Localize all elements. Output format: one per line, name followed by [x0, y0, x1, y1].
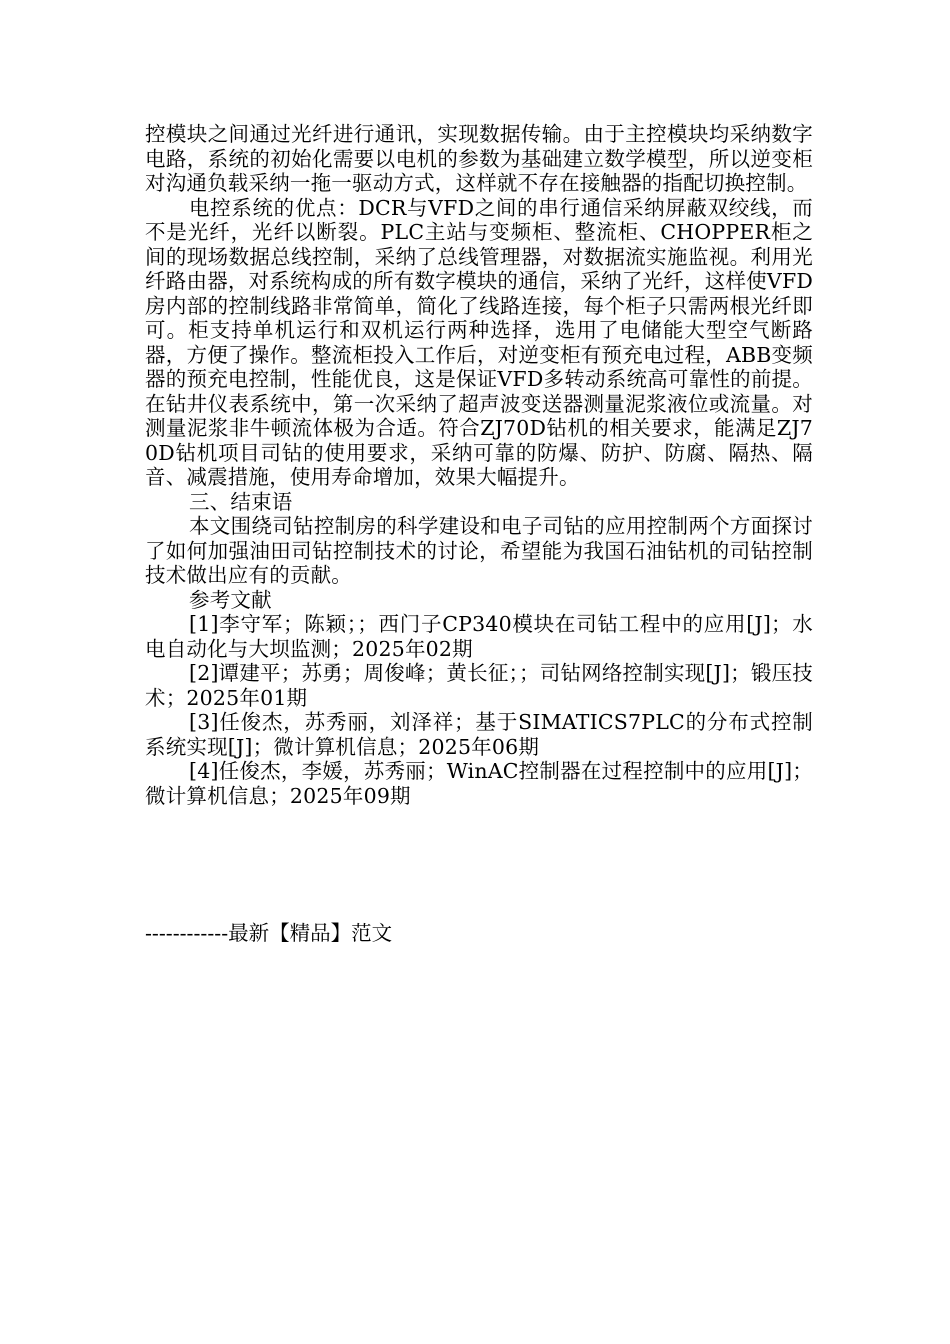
section-heading-conclusion: 三、结束语 — [189, 489, 293, 514]
paragraph-conclusion: 本文围绕司钻控制房的科学建设和电子司钻的应用控制两个方面探讨了如何加强油田司钻控制技术的讨论，希望能为我国石油钻机的司钻控制技术做出应有的贡献。 — [145, 514, 813, 587]
reference-item-4: [4]任俊杰，李媛，苏秀丽；WinAC控制器在过程控制中的应用[J]；微计算机信息；2025年09期 — [145, 759, 813, 808]
document-body — [145, 122, 813, 808]
section-heading-references: 参考文献 — [189, 587, 272, 612]
page-footer: ------------最新【精品】范文 — [145, 921, 393, 945]
reference-item-2: [2]谭建平；苏勇；周俊峰；黄长征；；司钻网络控制实现[J]；锻压技术；2025年01期 — [145, 661, 813, 710]
paragraph-communication: 控模块之间通过光纤进行通讯，实现数据传输。由于主控模块均采纳数字电路，系统的初始化需要以电机的参数为基础建立数学模型，所以逆变柜对沟通负载采纳一拖一驱动方式，这样就不存在接触器的指配切换控制。 — [145, 122, 813, 195]
reference-item-3: [3]任俊杰，苏秀丽，刘泽祥；基于SIMATICS7PLC的分布式控制系统实现[J]；微计算机信息；2025年06期 — [145, 710, 813, 759]
reference-item-1: [1]李守军；陈颖；；西门子CP340模块在司钻工程中的应用[J]；水电自动化与大坝监测；2025年02期 — [145, 612, 813, 661]
paragraph-advantages: 电控系统的优点：DCR与VFD之间的串行通信采纳屏蔽双绞线，而不是光纤，光纤以断裂。PLC主站与变频柜、整流柜、CHOPPER柜之间的现场数据总线控制，采纳了总线管理器，对数据流实施监视。利用光纤路由器，对系统构成的所有数字模块的通信，采纳了光纤，这样使VFD房内部的控制线路非常简单，简化了线路连接，每个柜子只需两根光纤即可。柜支持单机运行和双机运行两种选择，选用了电储能大型空气断路器，方便了操作。整流柜投入工作后，对逆变柜有预充电过程，ABB变频器的预充电控制，性能优良，这是保证VFD多转动系统高可靠性的前提。在钻井仪表系统中，第一次采纳了超声波变送器测量泥浆液位或流量。对测量泥浆非牛顿流体极为合适。符合ZJ70D钻机的相关要求，能满足ZJ70D钻机项目司钻的使用要求，采纳可靠的防爆、防护、防腐、隔热、隔音、减震措施，使用寿命增加，效果大幅提升。 — [145, 195, 813, 489]
